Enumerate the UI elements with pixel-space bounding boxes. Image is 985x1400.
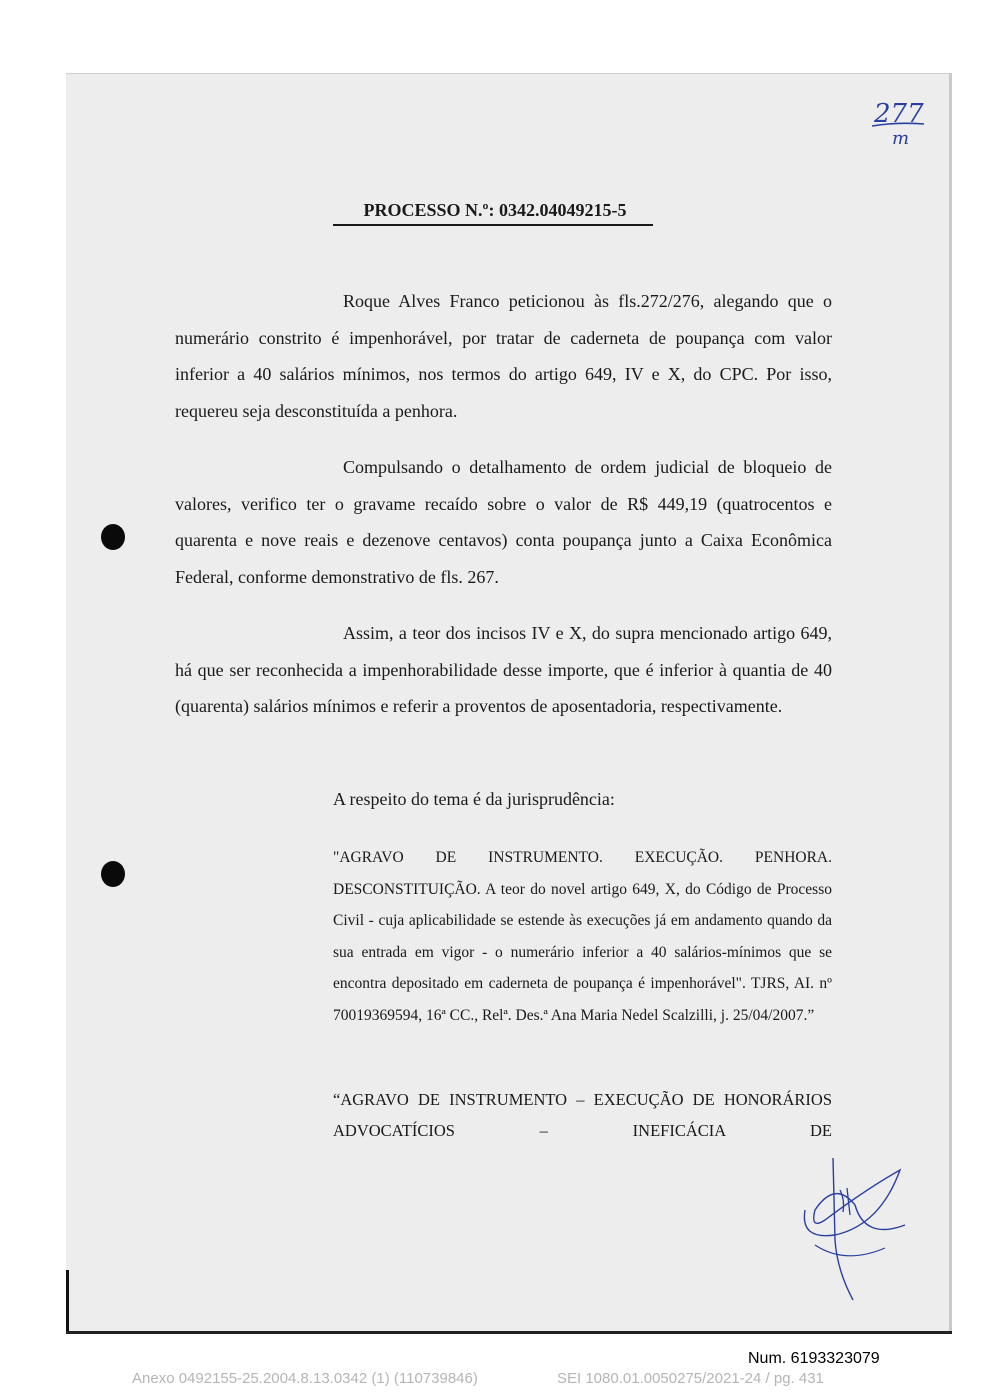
jurisprudence-intro: A respeito do tema é da jurisprudência: <box>333 789 615 809</box>
paragraph-blocking-details: Compulsando o detalhamento de ordem judicial de bloqueio de valores, verifico ter o gravame recaído sobre o valor de R$ 449,19 (quatrocentos e quarenta e nove reais e dezenove centavos) conta poupança junto a Caixa Econômica Federal, conforme demonstrativo de fls. 267. <box>175 457 832 587</box>
scan-right-edge <box>949 73 952 1333</box>
handwritten-page-number <box>866 92 936 152</box>
jurisprudence-quote: "AGRAVO DE INSTRUMENTO. EXECUÇÃO. PENHORA. DESCONSTITUIÇÃO. A teor do novel artigo 649, X, do Código de Processo Civil - cuja aplicabilidade se estende às execuções já em andamento quando da sua entrada em vigor - o numerário inferior a 40 salários-mínimos que se encontra depositado em caderneta de poupança é impenhorável". TJRS, AI. nº 70019369594, 16ª CC., Relª. Des.ª Ana Maria Nedel Scalzilli, j. 25/04/2007.” <box>333 849 832 1024</box>
jurisprudence-quote-continued: “AGRAVO DE INSTRUMENTO – EXECUÇÃO DE HONORÁRIOS ADVOCATÍCIOS – INEFICÁCIA DE <box>333 1090 832 1140</box>
scan-left-edge <box>66 1270 69 1333</box>
svg-text:277: 277 <box>874 99 924 129</box>
punch-hole <box>101 861 125 887</box>
footer-annex-reference: Anexo 0492155-25.2004.8.13.0342 (1) (110739846) <box>132 1370 478 1387</box>
handwritten-signature <box>795 1150 915 1310</box>
paragraph-unseizability: Assim, a teor dos incisos IV e X, do supra mencionado artigo 649, há que ser reconhecida a impenhorabilidade desse importe, que é inferior à quantia de 40 (quarenta) salários mínimos e referir a proventos de aposentadoria, respectivamente. <box>175 623 832 716</box>
scan-bottom-edge <box>66 1331 952 1334</box>
paragraph-petition: Roque Alves Franco peticionou às fls.272/276, alegando que o numerário constrito é impenhorável, por tratar de caderneta de poupança com valor inferior a 40 salários mínimos, nos termos do artigo 649, IV e X, do CPC. Por isso, requereu seja desconstituída a penhora. <box>175 291 832 421</box>
title-underline <box>333 224 653 226</box>
footer-sei-reference: SEI 1080.01.0050275/2021-24 / pg. 431 <box>557 1370 824 1387</box>
svg-text:m: m <box>892 128 910 149</box>
page-title: PROCESSO N.º: 0342.04049215-5 <box>363 200 627 220</box>
document-number: Num. 6193323079 <box>748 1350 880 1367</box>
punch-hole <box>101 524 125 550</box>
